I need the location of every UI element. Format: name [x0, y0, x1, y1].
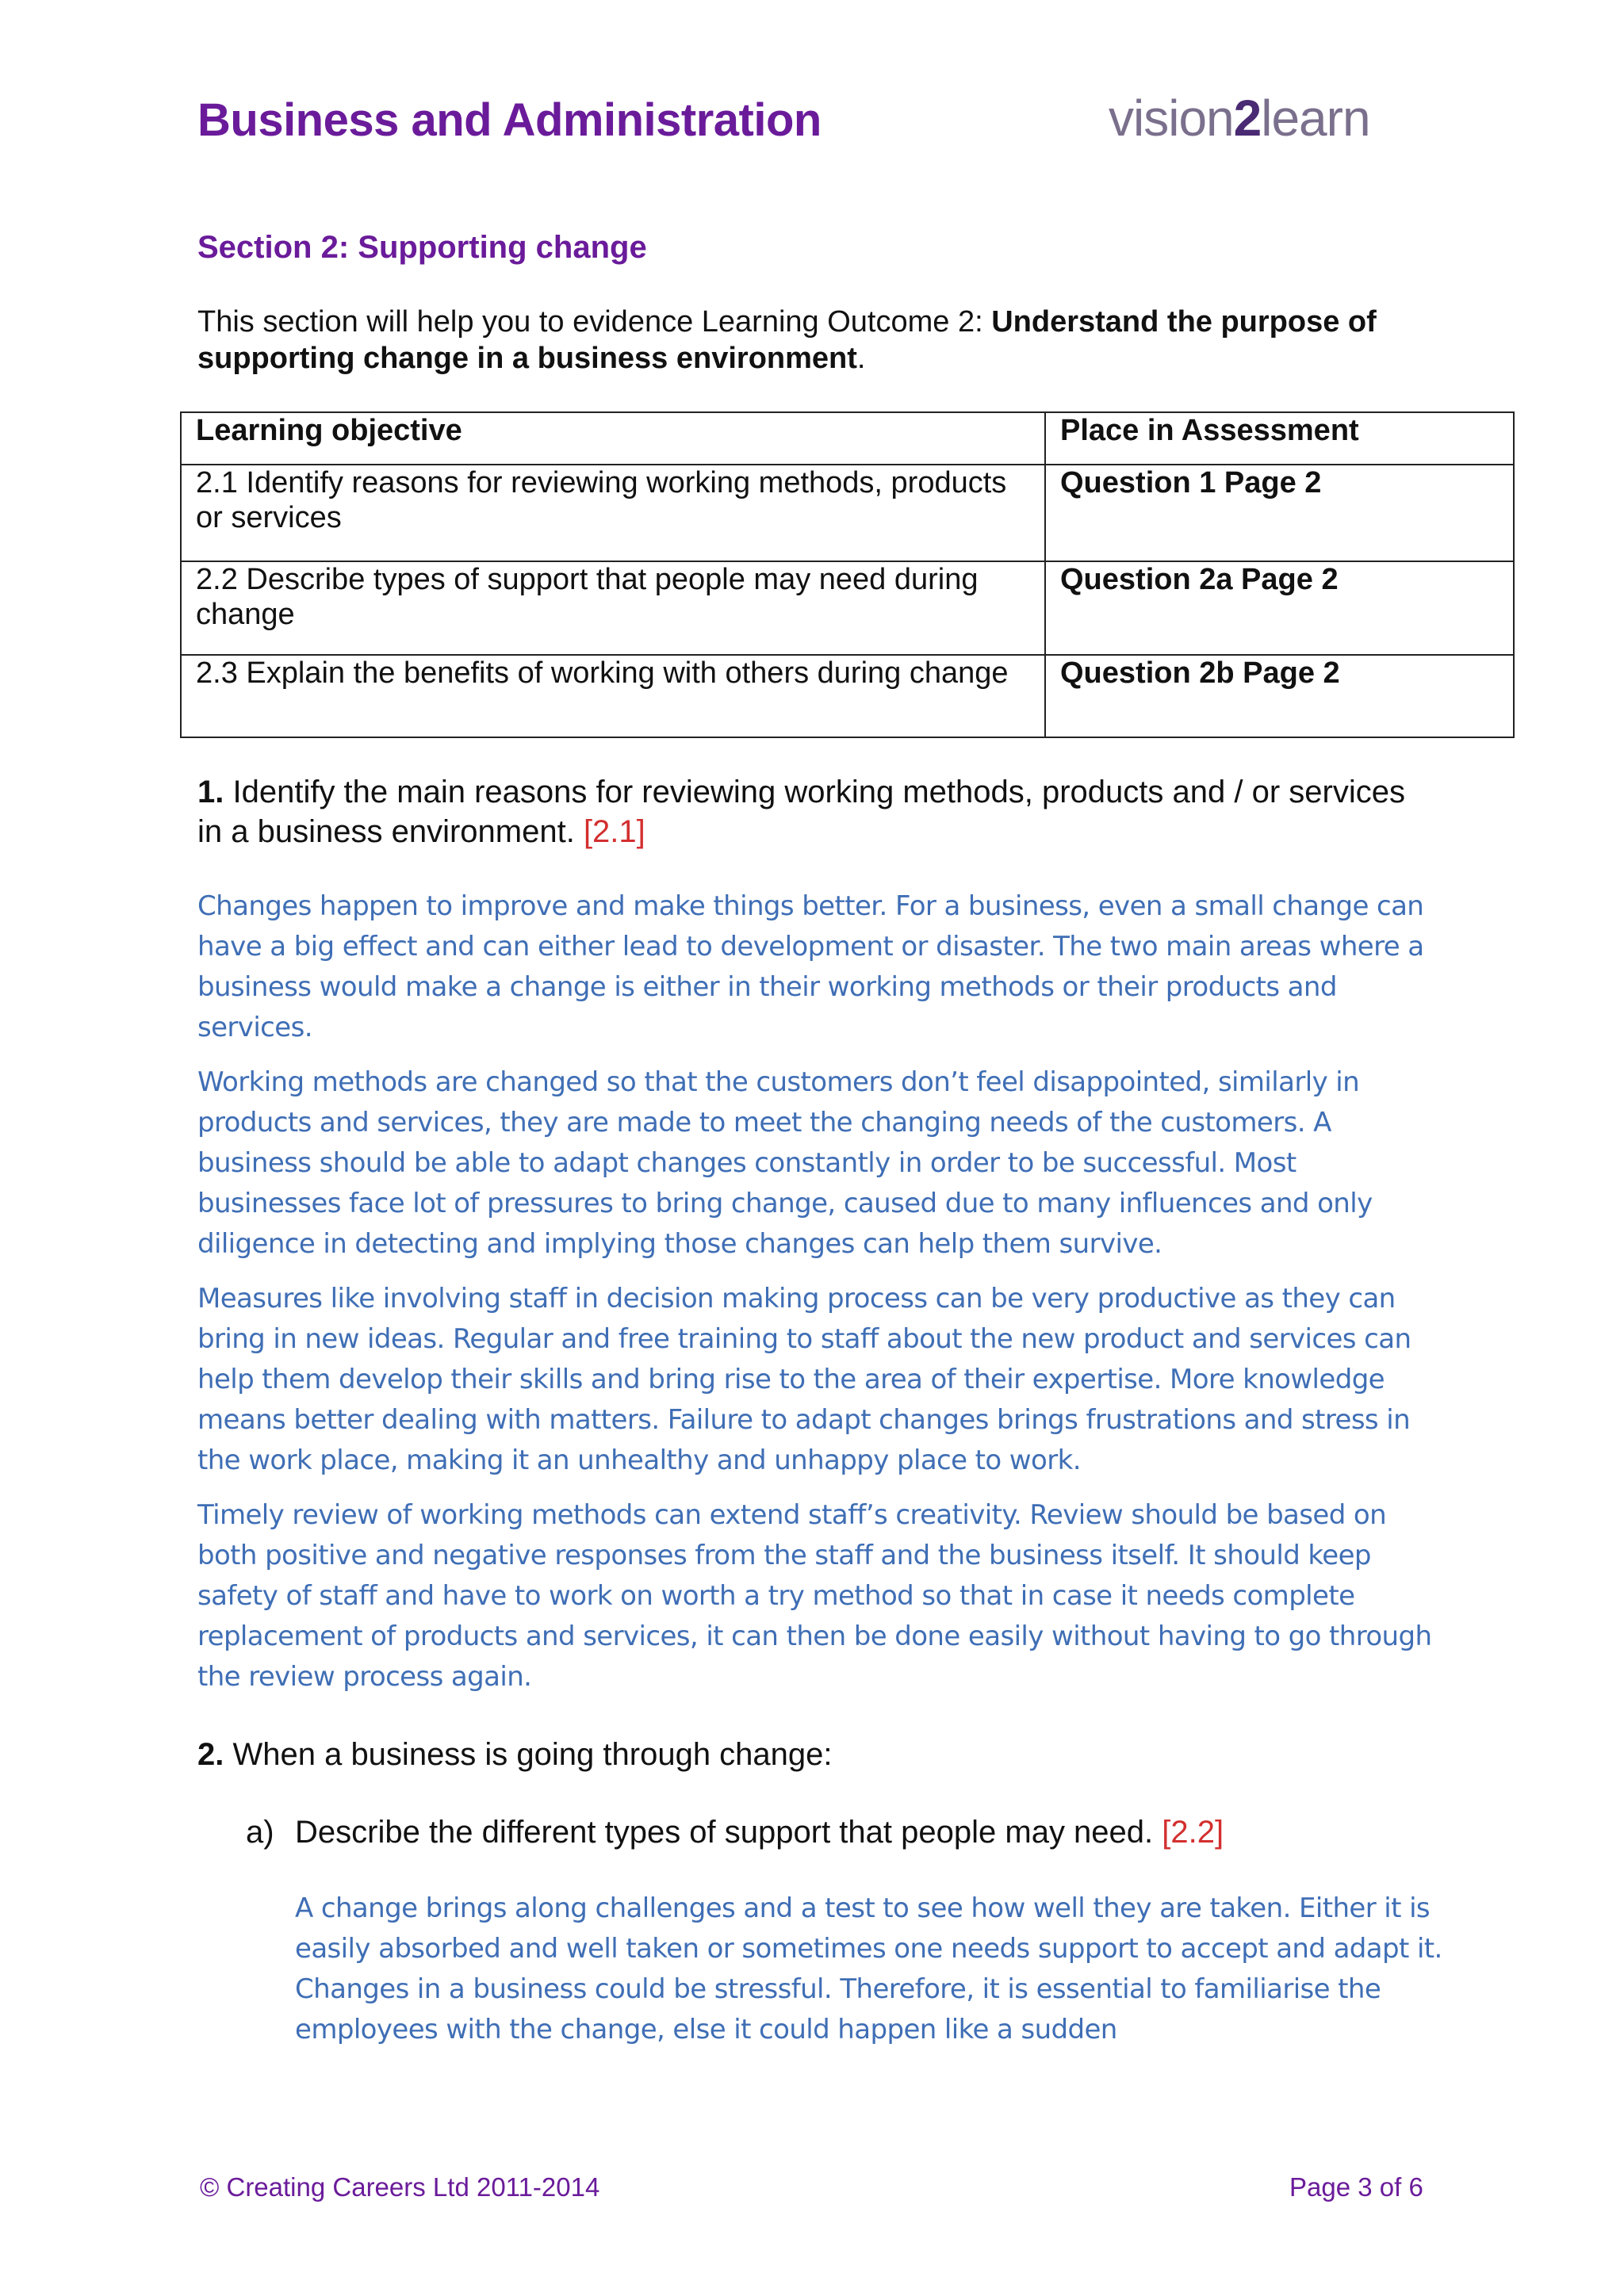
- subquestion-text: Describe the different types of support that people may need.: [295, 1815, 1162, 1850]
- place-cell: Question 1 Page 2: [1045, 465, 1514, 561]
- answer-1: [197, 886, 1442, 1712]
- question-2: [197, 1735, 1434, 1774]
- footer-copyright: © Creating Careers Ltd 2011-2014: [200, 2172, 600, 2202]
- question-number: 1.: [197, 775, 224, 809]
- answer-2a: [295, 1888, 1445, 2064]
- question-number: 2.: [197, 1737, 224, 1772]
- subquestion-letter: a): [246, 1815, 274, 1850]
- objective-cell: 2.3 Explain the benefits of working with others during change: [181, 655, 1045, 737]
- answer-paragraph: A change brings along challenges and a test to see how well they are taken. Either it is easily absorbed and well taken or sometimes one needs support to accept and adapt it. Changes in a business could be stressful. Therefore, it is essential to familiarise the employees with the change, else it could happen like a sudden: [295, 1892, 1442, 2045]
- place-cell: Question 2a Page 2: [1045, 561, 1514, 655]
- question-text: When a business is going through change:: [224, 1737, 833, 1772]
- table-row: [181, 561, 1514, 655]
- answer-paragraph: Working methods are changed so that the customers don’t feel disappointed, similarly in products and services, they are made to meet the changing needs of the customers. A business should be able to adapt changes constantly in order to be successful. Most businesses face lot of pressures to bring change, caused due to many influences and only diligence in detecting and implying those changes can help them survive.: [197, 1066, 1373, 1260]
- section-intro: [197, 304, 1434, 377]
- header-place-in-assessment: Place in Assessment: [1045, 412, 1514, 465]
- logo-text-vision: vision: [1109, 90, 1234, 147]
- place-cell: Question 2b Page 2: [1045, 655, 1514, 737]
- intro-outcome: Understand the purpose of supporting change in a business environment: [197, 305, 1377, 375]
- learning-objectives-table: [180, 411, 1515, 738]
- criteria-reference: [2.1]: [583, 814, 645, 849]
- header-learning-objective: Learning objective: [181, 412, 1045, 465]
- answer-paragraph: Timely review of working methods can extend staff’s creativity. Review should be based on both positive and negative responses from the staff and the business itself. It should keep safety of staff and have to work on worth a try method so that in case it needs complete replacement of products and services, it can then be done easily without having to go through the review process again.: [197, 1499, 1432, 1693]
- logo-text-2: 2: [1233, 90, 1262, 147]
- answer-paragraph: Changes happen to improve and make things better. For a business, even a small change can have a big effect and can either lead to development or disaster. The two main areas where a business would make a change is either in their working methods or their products and services.: [197, 890, 1424, 1043]
- vision2learn-logo: [1109, 89, 1370, 147]
- intro-text: This section will help you to evidence Learning Outcome 2:: [197, 305, 992, 339]
- question-1: [197, 772, 1434, 851]
- table-row: [181, 465, 1514, 561]
- question-2a: [246, 1812, 1224, 1852]
- criteria-reference: [2.2]: [1162, 1815, 1224, 1850]
- answer-paragraph: Measures like involving staff in decision making process can be very productive as they can bring in new ideas. Regular and free training to staff about the new product and services can help them develop their skills and bring rise to the area of their expertise. More knowledge means better dealing with matters. Failure to adapt changes brings frustrations and stress in the work place, making it an unhealthy and unhappy place to work.: [197, 1283, 1411, 1476]
- table-header-row: [181, 412, 1514, 465]
- document-title: Business and Administration: [197, 94, 822, 146]
- objective-cell: 2.2 Describe types of support that people may need during change: [181, 561, 1045, 655]
- section-title: Section 2: Supporting change: [197, 230, 647, 265]
- footer-page-number: Page 3 of 6: [1289, 2172, 1423, 2202]
- logo-text-learn: learn: [1261, 90, 1370, 147]
- question-text: Identify the main reasons for reviewing working methods, products and / or services in a business environment.: [197, 775, 1405, 849]
- table-row: [181, 655, 1514, 737]
- intro-period: .: [856, 342, 866, 375]
- objective-cell: 2.1 Identify reasons for reviewing working methods, products or services: [181, 465, 1045, 561]
